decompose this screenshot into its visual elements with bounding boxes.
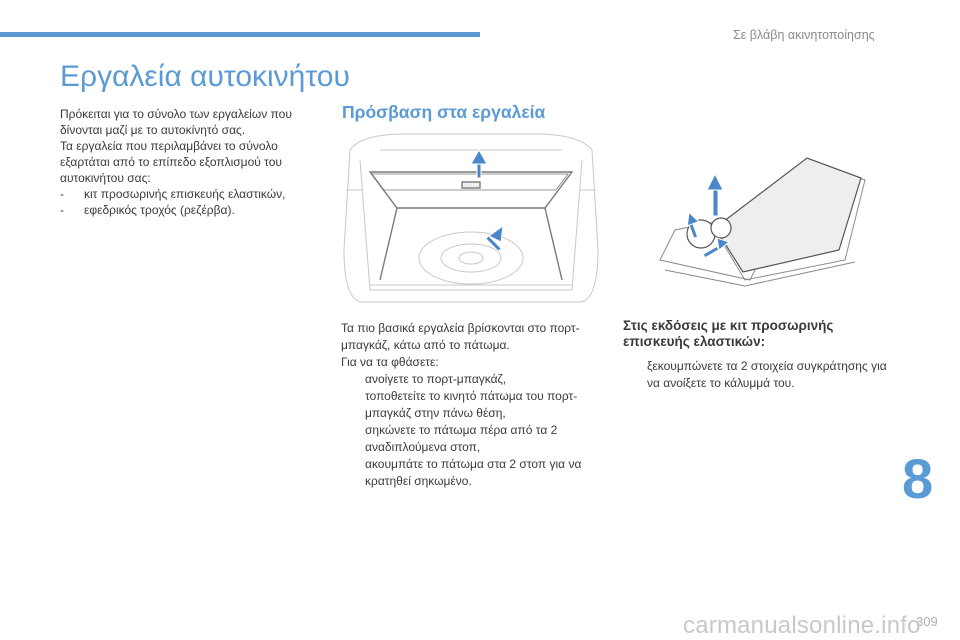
page-number: 309 (916, 614, 938, 629)
access-line: Για να τα φθάσετε: (341, 355, 439, 369)
intro-line: Τα εργαλεία που περιλαμβάνει το σύνολο εξαρτάται από το επίπεδο εξοπλισμού του αυτοκινήτου σας: (60, 139, 282, 185)
intro-text (60, 106, 320, 218)
page-title: Εργαλεία αυτοκινήτου (60, 60, 350, 93)
dash-marker: - (60, 187, 64, 201)
kit-step (623, 358, 888, 392)
access-step-label: ανοίγετε το πορτ-μπαγκάζ, (365, 372, 507, 386)
access-step (341, 422, 601, 456)
bullet-marker (341, 422, 365, 456)
watermark: carmanualsonline.info (683, 612, 921, 639)
bullet-marker (341, 371, 365, 388)
access-step-label: σηκώνετε το πάτωμα πέρα από τα 2 αναδιπλούμενα στοπ, (365, 423, 558, 454)
section-header: Σε βλάβη ακινητοποίησης (733, 28, 875, 42)
repair-kit-illustration (655, 150, 875, 290)
intro-item-label: εφεδρικός τροχός (ρεζέρβα). (84, 203, 235, 217)
intro-list-item (60, 186, 320, 202)
kit-step-label: ξεκουμπώνετε τα 2 στοιχεία συγκράτησης για να ανοίξετε το κάλυμμά του. (647, 359, 887, 390)
kit-heading: Στις εκδόσεις με κιτ προσωρινής επισκευής ελαστικών: (623, 318, 834, 349)
kit-instructions (623, 358, 888, 392)
chapter-number: 8 (902, 447, 934, 510)
header-accent-bar (0, 32, 480, 37)
bullet-marker (341, 456, 365, 490)
access-instructions (341, 320, 601, 490)
access-step-label: ακουμπάτε το πάτωμα στα 2 στοπ για να κρατηθεί σηκωμένο. (365, 457, 582, 488)
access-step-label: τοποθετείτε το κινητό πάτωμα του πορτ-μπαγκάζ στην πάνω θέση, (365, 389, 578, 420)
access-step (341, 388, 601, 422)
bullet-marker (623, 358, 647, 392)
intro-line: Πρόκειται για το σύνολο των εργαλείων που δίνονται μαζί με το αυτοκίνητό σας. (60, 107, 292, 137)
access-step (341, 371, 601, 388)
dash-marker: - (60, 203, 64, 217)
intro-list-item (60, 202, 320, 218)
access-line: Τα πιο βασικά εργαλεία βρίσκονται στο πορτ-μπαγκάζ, κάτω από το πάτωμα. (341, 321, 580, 352)
trunk-illustration (340, 130, 602, 310)
intro-item-label: κιτ προσωρινής επισκευής ελαστικών, (84, 187, 286, 201)
bullet-marker (341, 388, 365, 422)
access-heading: Πρόσβαση στα εργαλεία (342, 102, 546, 122)
access-step (341, 456, 601, 490)
